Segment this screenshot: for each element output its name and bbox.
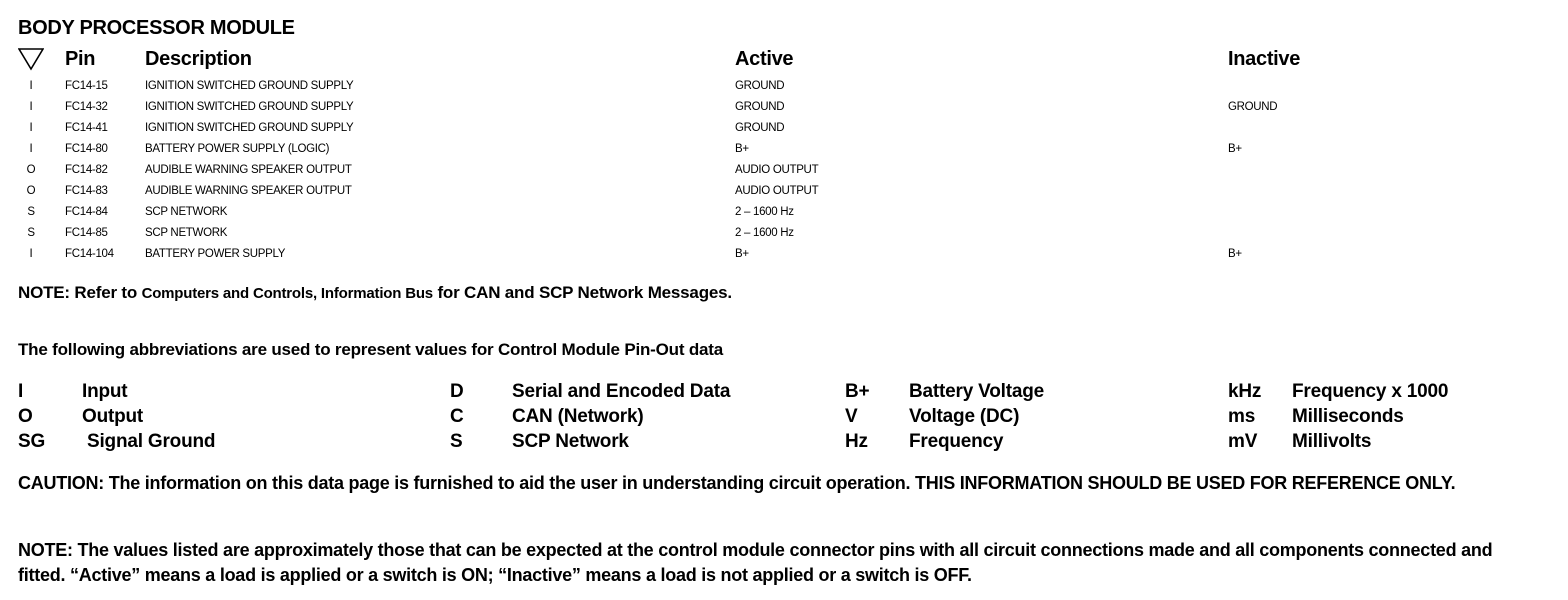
triangle-down-icon: [18, 47, 44, 71]
note-values-text: NOTE: The values listed are approximately those that can be expected at the control module connector pins with all circuit connections made and all components connected and fitted. “Active” means a load is applied or a switch is ON; “Inactive” means a load is not applied or a switch is OFF.: [18, 540, 1493, 585]
abbr-meaning: Frequency x 1000: [1292, 381, 1449, 402]
io-cell: O: [26, 185, 36, 197]
active-cell: AUDIO OUTPUT: [735, 185, 819, 197]
abbr-code: kHz: [1228, 381, 1262, 402]
abbr-code: V: [845, 406, 858, 427]
note-reference-section: Computers and Controls, Information Bus: [141, 285, 433, 302]
abbr-meaning: CAN (Network): [512, 406, 644, 427]
abbr-code: Hz: [845, 431, 868, 452]
description-cell: BATTERY POWER SUPPLY: [145, 248, 286, 260]
inactive-cell: B+: [1228, 248, 1242, 260]
table-row: [0, 248, 1568, 269]
description-cell: SCP NETWORK: [145, 206, 228, 218]
abbr-meaning: Signal Ground: [87, 431, 216, 452]
note-reference-prefix: NOTE: Refer to: [18, 283, 142, 302]
description-cell: BATTERY POWER SUPPLY (LOGIC): [145, 143, 330, 155]
abbr-code: ms: [1228, 406, 1256, 427]
inactive-cell: B+: [1228, 143, 1242, 155]
abbr-meaning: Voltage (DC): [909, 406, 1020, 427]
description-cell: IGNITION SWITCHED GROUND SUPPLY: [145, 122, 354, 134]
io-cell: I: [29, 122, 33, 134]
table-row: [0, 164, 1568, 185]
table-row: [0, 206, 1568, 227]
abbr-code: O: [18, 406, 33, 427]
active-cell: GROUND: [735, 80, 785, 92]
io-cell: I: [29, 248, 33, 260]
description-cell: IGNITION SWITCHED GROUND SUPPLY: [145, 101, 354, 113]
abbr-code: I: [18, 381, 24, 402]
table-row: [0, 143, 1568, 164]
io-cell: O: [26, 164, 36, 176]
table-row: [0, 101, 1568, 122]
inactive-cell: GROUND: [1228, 101, 1278, 113]
abbreviations-intro: The following abbreviations are used to represent values for Control Module Pin-Out data: [18, 340, 723, 359]
pin-cell: FC14-32: [65, 101, 108, 113]
description-cell: IGNITION SWITCHED GROUND SUPPLY: [145, 80, 354, 92]
io-cell: I: [29, 143, 33, 155]
active-cell: GROUND: [735, 101, 785, 113]
table-row: [0, 80, 1568, 101]
active-cell: 2 – 1600 Hz: [735, 227, 794, 239]
abbr-meaning: Millivolts: [1292, 431, 1372, 452]
header-inactive: Inactive: [1228, 48, 1301, 70]
pin-cell: FC14-41: [65, 122, 108, 134]
abbr-code: B+: [845, 381, 870, 402]
pin-cell: FC14-82: [65, 164, 108, 176]
io-cell: S: [27, 206, 35, 218]
pin-cell: FC14-15: [65, 80, 108, 92]
io-cell: S: [27, 227, 35, 239]
pin-cell: FC14-84: [65, 206, 108, 218]
abbr-code: D: [450, 381, 464, 402]
header-active: Active: [735, 48, 794, 70]
pin-cell: FC14-80: [65, 143, 108, 155]
abbr-meaning: SCP Network: [512, 431, 629, 452]
table-row: [0, 122, 1568, 143]
abbr-code: mV: [1228, 431, 1258, 452]
active-cell: B+: [735, 248, 749, 260]
note-reference: [18, 283, 732, 303]
active-cell: 2 – 1600 Hz: [735, 206, 794, 218]
abbr-code: S: [450, 431, 463, 452]
abbr-meaning: Milliseconds: [1292, 406, 1404, 427]
io-cell: I: [29, 101, 33, 113]
abbr-meaning: Output: [82, 406, 144, 427]
abbr-meaning: Input: [82, 381, 128, 402]
header-pin: Pin: [65, 48, 96, 70]
description-cell: AUDIBLE WARNING SPEAKER OUTPUT: [145, 185, 352, 197]
abbr-code: C: [450, 406, 464, 427]
abbr-meaning: Battery Voltage: [909, 381, 1044, 402]
active-cell: AUDIO OUTPUT: [735, 164, 819, 176]
table-row: [0, 227, 1568, 248]
io-cell: I: [29, 80, 33, 92]
description-cell: AUDIBLE WARNING SPEAKER OUTPUT: [145, 164, 352, 176]
description-cell: SCP NETWORK: [145, 227, 228, 239]
page-title: BODY PROCESSOR MODULE: [18, 17, 295, 39]
active-cell: B+: [735, 143, 749, 155]
caution-text: CAUTION: The information on this data page is furnished to aid the user in understanding circuit operation. THIS INFORMATION SHOULD BE USED FOR REFERENCE ONLY.: [18, 473, 1456, 493]
abbr-meaning: Frequency: [909, 431, 1004, 452]
header-description: Description: [145, 48, 252, 70]
table-row: [0, 185, 1568, 206]
abbr-meaning: Serial and Encoded Data: [512, 381, 731, 402]
pin-cell: FC14-83: [65, 185, 108, 197]
abbr-code: SG: [18, 431, 46, 452]
note-reference-suffix: for CAN and SCP Network Messages.: [432, 283, 732, 302]
pin-cell: FC14-85: [65, 227, 108, 239]
active-cell: GROUND: [735, 122, 785, 134]
pin-cell: FC14-104: [65, 248, 114, 260]
